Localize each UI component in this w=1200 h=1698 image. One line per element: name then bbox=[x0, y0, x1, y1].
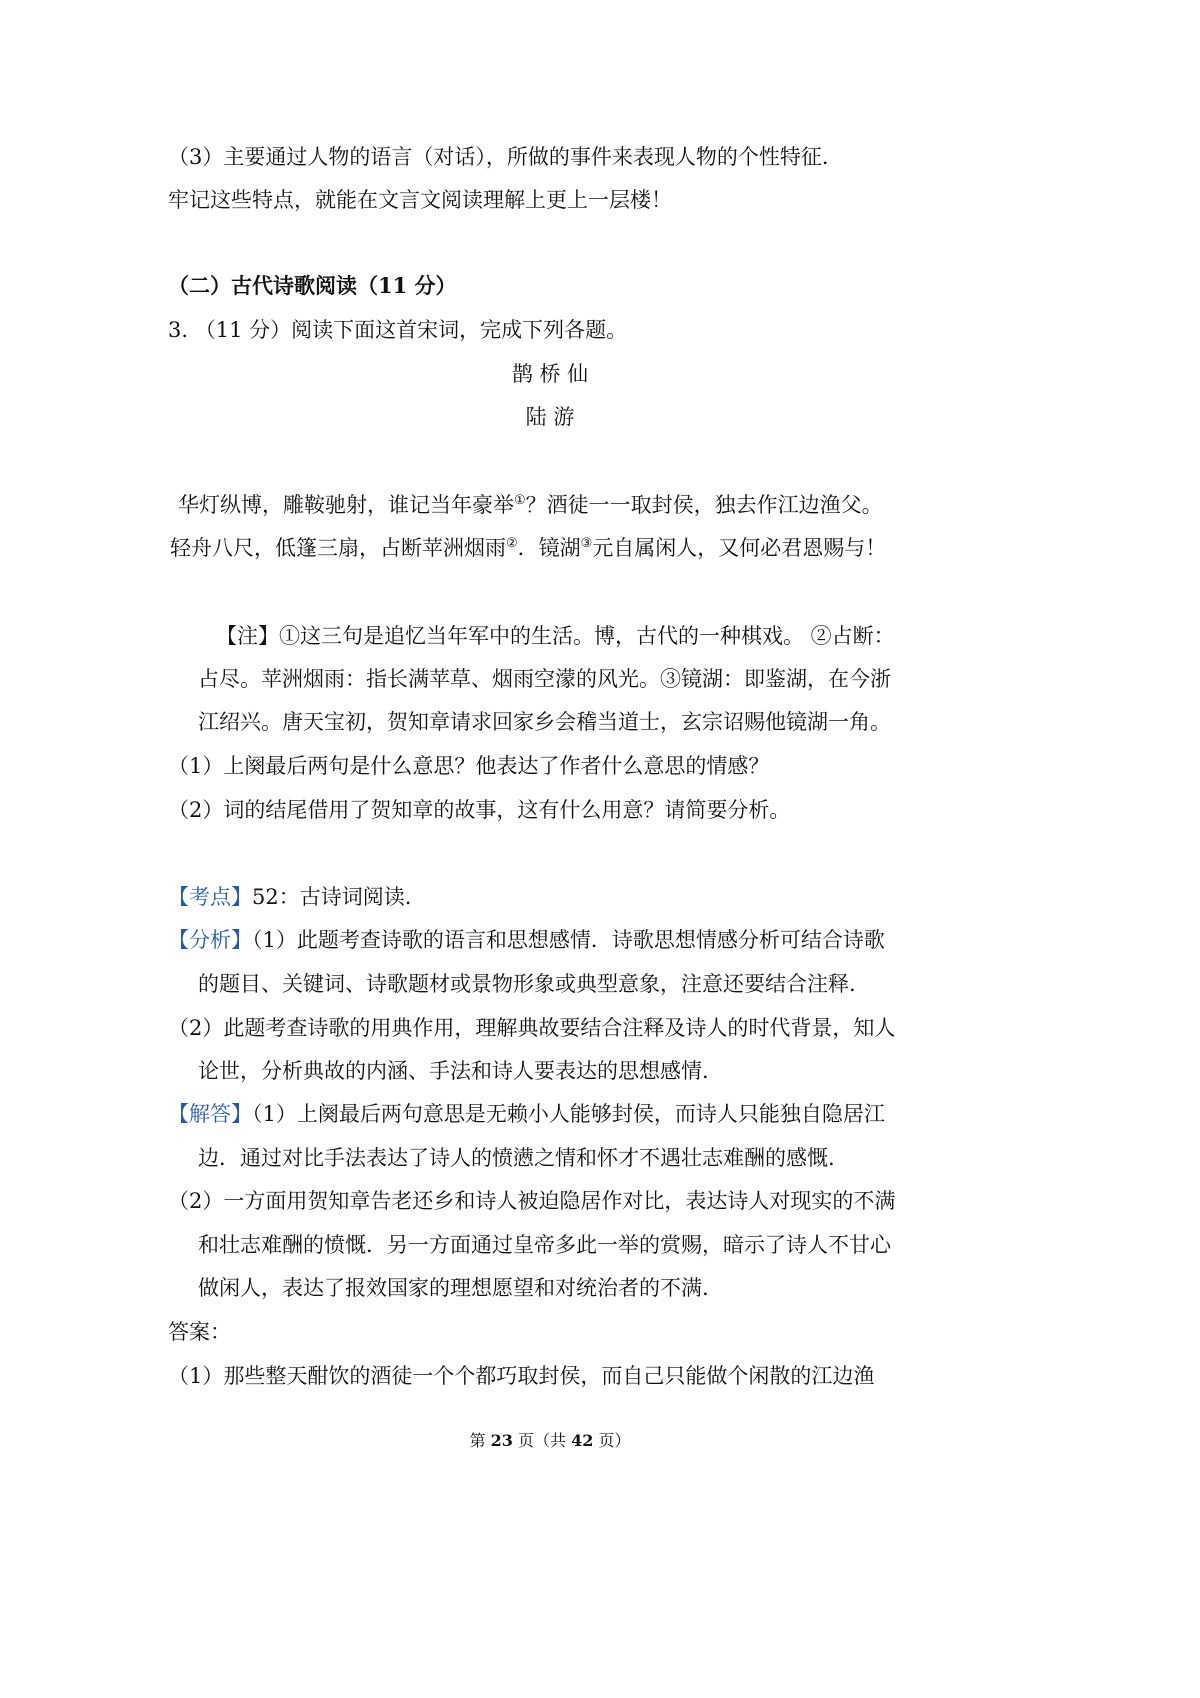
fenxi-line-1: （1）此题考查诗歌的语言和思想感情．诗歌思想情感分析可结合诗歌 bbox=[252, 928, 885, 952]
answer-line-1: （1）那些整天酣饮的酒徒一个个都巧取封侯，而自己只能做个闲散的江边渔 bbox=[168, 1364, 875, 1388]
poem-author: 陆 游 bbox=[525, 405, 575, 429]
fenxi-line-2: 的题目、关键词、诗歌题材或景物形象或典型意象，注意还要结合注释. bbox=[198, 972, 856, 996]
jieda-line-4: 和壮志难酬的愤慨．另一方面通过皇帝多此一举的赏赐，暗示了诗人不甘心 bbox=[198, 1233, 891, 1257]
section-heading: （二）古代诗歌阅读（11 分） bbox=[168, 273, 457, 298]
poem-line-1-text-a: 华灯纵博，雕鞍驰射，谁记当年豪举 bbox=[178, 493, 514, 517]
jieda-line-2: 边．通过对比手法表达了诗人的愤懑之情和怀才不遇壮志难酬的感慨. bbox=[198, 1146, 835, 1170]
kaodian-text: 52：古诗词阅读. bbox=[252, 885, 412, 909]
note-line-1: 【注】①这三句是追忆当年军中的生活。博，古代的一种棋戏。 ②占断： bbox=[216, 624, 895, 648]
fenxi-row bbox=[168, 925, 948, 955]
sub-question-2: （2）词的结尾借用了贺知章的故事，这有什么用意？请简要分析。 bbox=[168, 798, 791, 822]
intro-line-2: 牢记这些特点，就能在文言文阅读理解上更上一层楼！ bbox=[168, 188, 672, 212]
page-total: 42 bbox=[571, 1431, 594, 1450]
footnote-marker-1: ① bbox=[514, 493, 526, 508]
fenxi-line-3: （2）此题考查诗歌的用典作用，理解典故要结合注释及诗人的时代背景，知人 bbox=[168, 1016, 896, 1040]
footer-mid: 页（共 bbox=[517, 1431, 566, 1450]
footer-prefix: 第 bbox=[469, 1431, 486, 1450]
answer-label: 答案： bbox=[168, 1320, 231, 1344]
jieda-line-3: （2）一方面用贺知章告老还乡和诗人被迫隐居作对比，表达诗人对现实的不满 bbox=[168, 1189, 896, 1213]
page-number: 23 bbox=[490, 1431, 513, 1450]
kaodian-tag: 【考点】 bbox=[168, 885, 252, 909]
poem-line-1-text-b: ？酒徒一一取封侯，独去作江边渔父。 bbox=[525, 493, 883, 517]
page-footer bbox=[0, 1430, 1100, 1452]
sub-question-1: （1）上阕最后两句是什么意思？他表达了作者什么意思的情感？ bbox=[168, 754, 770, 778]
note-line-2: 占尽。苹洲烟雨：指长满苹草、烟雨空濛的风光。③镜湖：即鉴湖，在今浙 bbox=[198, 667, 891, 691]
jieda-line-5: 做闲人，表达了报效国家的理想愿望和对统治者的不满. bbox=[198, 1276, 709, 1300]
note-line-3: 江绍兴。唐天宝初，贺知章请求回家乡会稽当道士，玄宗诏赐他镜湖一角。 bbox=[198, 710, 891, 734]
footnote-marker-2: ② bbox=[506, 536, 518, 551]
poem-title: 鹊 桥 仙 bbox=[511, 362, 589, 386]
fenxi-line-4: 论世，分析典故的内涵、手法和诗人要表达的思想感情. bbox=[198, 1059, 709, 1083]
jieda-row bbox=[168, 1099, 948, 1129]
jieda-line-1: （1）上阕最后两句意思是无赖小人能够封侯，而诗人只能独自隐居江 bbox=[252, 1102, 885, 1126]
poem-line-2 bbox=[170, 533, 950, 563]
poem-line-2-text-b: ．镜湖 bbox=[517, 536, 581, 560]
question-3-prompt: 3. （11 分）阅读下面这首宋词，完成下列各题。 bbox=[168, 318, 628, 342]
poem-line-1 bbox=[178, 490, 958, 520]
poem-line-2-text-a: 轻舟八尺，低篷三扇，占断苹洲烟雨 bbox=[170, 536, 506, 560]
fenxi-tag: 【分析】 bbox=[168, 928, 252, 952]
jieda-tag: 【解答】 bbox=[168, 1102, 252, 1126]
intro-line-1: （3）主要通过人物的语言（对话），所做的事件来表现人物的个性特征. bbox=[168, 145, 829, 169]
footer-suffix: 页） bbox=[598, 1431, 631, 1450]
kaodian-row bbox=[168, 882, 948, 912]
poem-line-2-text-c: 元自属闲人，又何必君恩赐与！ bbox=[592, 536, 887, 560]
footnote-marker-3: ③ bbox=[580, 536, 593, 551]
